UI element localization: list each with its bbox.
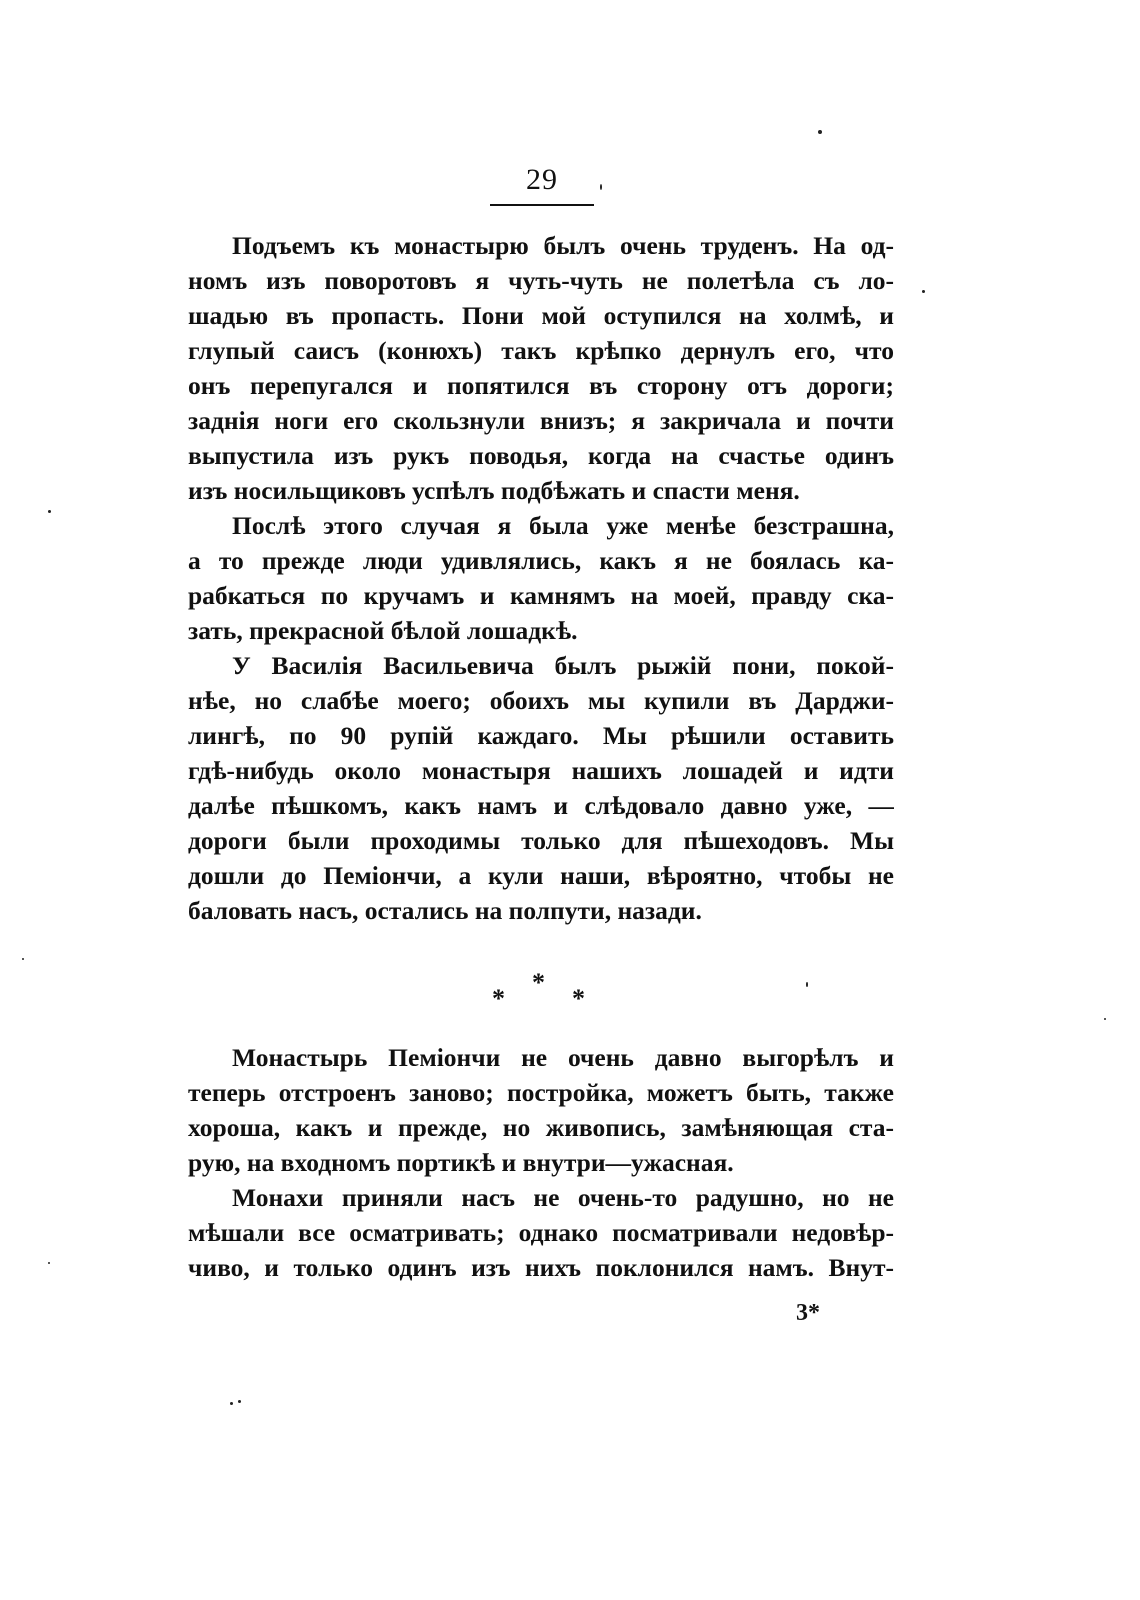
text-line: рабкаться по кручамъ и камнямъ на моей, правду ска- — [188, 581, 894, 610]
asterisk: * — [492, 984, 505, 1013]
text-line: баловать насъ, остались на полпути, назади. — [188, 896, 702, 925]
text-line: Монахи приняли насъ не очень-то радушно, но не — [232, 1183, 894, 1212]
text-line: Подъемъ къ монастырю былъ очень труденъ. На од- — [232, 231, 894, 260]
text-line: выпустила изъ рукъ поводья, когда на счастье одинъ — [188, 441, 894, 470]
text-section-2 — [188, 1040, 894, 1285]
text-line: шадью въ пропасть. Пони мой оступился на холмѣ, и — [188, 301, 894, 330]
scan-speck — [230, 1402, 233, 1405]
asterisk: * — [532, 968, 545, 997]
text-line: У Василія Васильевича былъ рыжій пони, покой- — [232, 651, 894, 680]
asterisk: * — [572, 984, 585, 1013]
text-section-1 — [188, 228, 894, 928]
text-line: изъ носильщиковъ успѣлъ подбѣжать и спасти меня. — [188, 476, 800, 505]
text-line: лингѣ, по 90 рупій каждаго. Мы рѣшили оставить — [188, 721, 894, 750]
text-line: нѣе, но слабѣе моего; обоихъ мы купили въ Дарджи- — [188, 686, 894, 715]
text-line: гдѣ-нибудь около монастыря нашихъ лошадей и идти — [188, 756, 894, 785]
page-number-rule — [490, 204, 594, 206]
scan-speck — [48, 1262, 50, 1264]
scan-speck — [600, 184, 602, 190]
text-line: номъ изъ поворотовъ я чуть-чуть не полетѣла съ ло- — [188, 266, 894, 295]
scan-speck — [806, 982, 808, 987]
section-break-asterism — [480, 968, 600, 1014]
text-line: хороша, какъ и прежде, но живопись, замѣняющая ста- — [188, 1113, 894, 1142]
text-line: дошли до Пеміончи, а кули наши, вѣроятно, чтобы не — [188, 861, 894, 890]
scan-speck — [922, 290, 925, 293]
scan-speck — [818, 130, 822, 134]
text-line: теперь отстроенъ заново; постройка, можетъ быть, также — [188, 1078, 894, 1107]
scan-speck — [48, 510, 51, 513]
text-line: Монастырь Пеміончи не очень давно выгорѣлъ и — [232, 1043, 894, 1072]
scan-speck — [1104, 1018, 1106, 1020]
text-line: чиво, и только одинъ изъ нихъ поклонился намъ. Внут- — [188, 1253, 894, 1282]
text-line: а то прежде люди удивлялись, какъ я не боялась ка- — [188, 546, 894, 575]
scan-speck — [22, 958, 24, 960]
text-line: Послѣ этого случая я была уже менѣе безстрашна, — [232, 511, 894, 540]
text-line: дороги были проходимы только для пѣшеходовъ. Мы — [188, 826, 894, 855]
text-line: зать, прекрасной бѣлой лошадкѣ. — [188, 616, 578, 645]
text-line: заднія ноги его скользнули внизъ; я закричала и почти — [188, 406, 894, 435]
page-number: 29 — [526, 163, 558, 196]
text-line: глупый саисъ (конюхъ) такъ крѣпко дернулъ его, что — [188, 336, 894, 365]
text-line: далѣе пѣшкомъ, какъ намъ и слѣдовало давно уже, — — [188, 791, 894, 820]
text-line: онъ перепугался и попятился въ сторону отъ дороги; — [188, 371, 894, 400]
scan-speck — [238, 1400, 241, 1403]
printer-signature-mark: 3* — [796, 1300, 820, 1326]
text-line: мѣшали все осматривать; однако посматривали недовѣр- — [188, 1218, 894, 1247]
text-line: рую, на входномъ портикѣ и внутри—ужасная. — [188, 1148, 734, 1177]
